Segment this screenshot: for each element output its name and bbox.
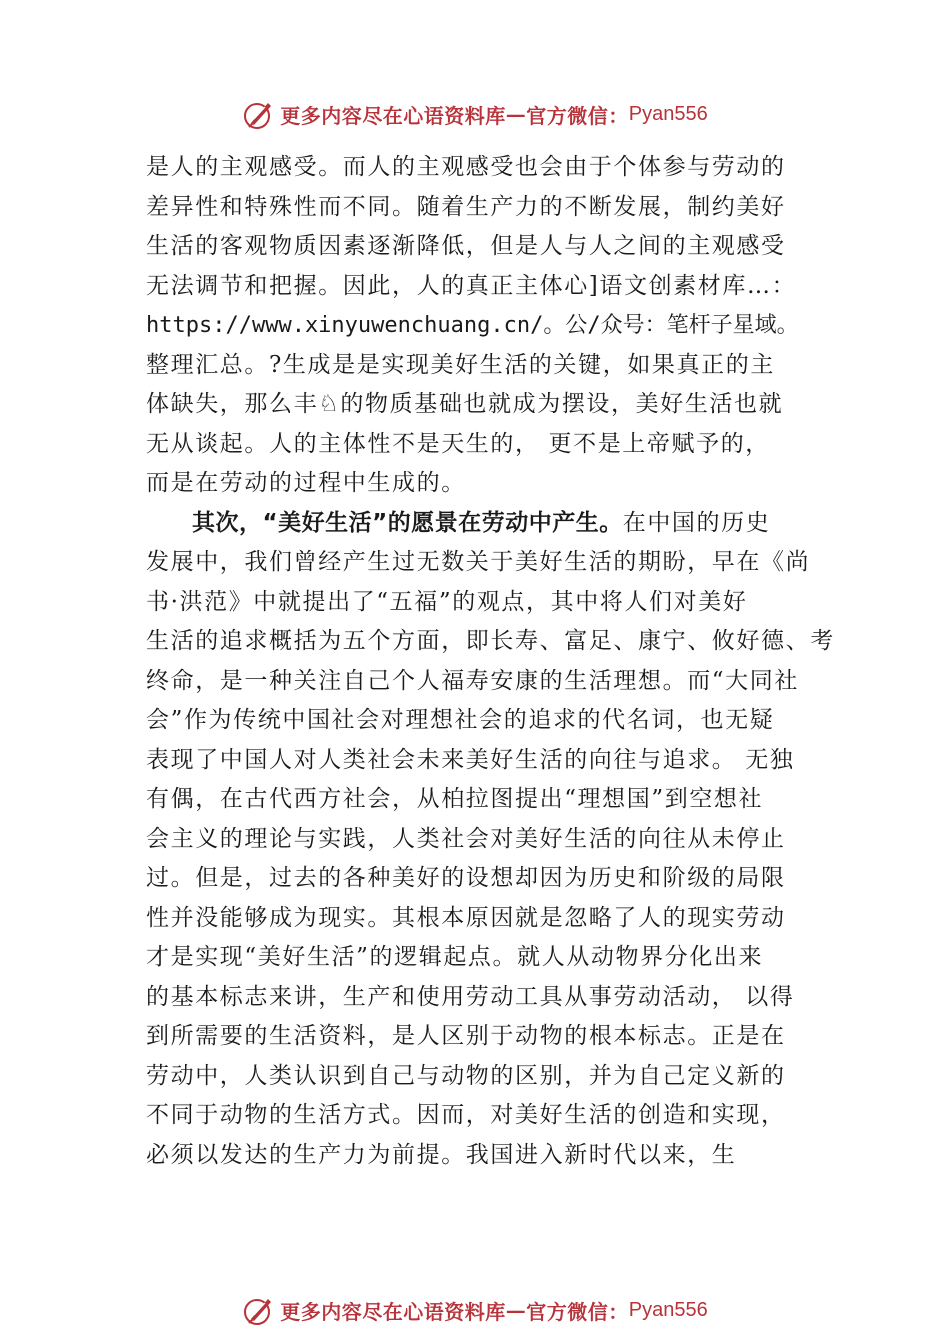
text-line: 无从谈起。人的主体性不是天生的， 更不是上帝赋予的，	[146, 430, 770, 457]
footer-banner	[0, 1290, 950, 1330]
text-line: 会主义的理论与实践，人类社会对美好生活的向往从未停止	[146, 825, 786, 852]
text-line: 书·洪范》中就提出了“五福”的观点，其中将人们对美好	[146, 588, 748, 615]
paragraph-2-first-line	[146, 504, 818, 544]
text-line: 必须以发达的生产力为前提。我国进入新时代以来，生	[146, 1141, 737, 1168]
text-line: 体缺失，那么丰♘的物质基础也就成为摆设，美好生活也就	[146, 391, 784, 417]
text-line: 终命，是一种关注自己个人福寿安康的生活理想。而“大同社	[146, 667, 799, 694]
banner-dash: —	[505, 1298, 527, 1322]
banner-title: 更多内容尽在心语资料库	[280, 1299, 506, 1324]
text-line: 有偶，在古代西方社会，从柏拉图提出“理想国”到空想社	[146, 786, 764, 812]
text-line: 发展中，我们曾经产生过无数关于美好生活的期盼，早在《尚	[146, 549, 811, 575]
text-line: 的基本标志来讲，生产和使用劳动工具从事劳动活动， 以得	[146, 983, 795, 1010]
header-banner	[0, 94, 950, 134]
banner-title: 更多内容尽在心语资料库	[280, 103, 506, 128]
text-line: 不同于动物的生活方式。因而，对美好生活的创造和实现，	[146, 1102, 786, 1128]
banner-wechat-id: Pyan556	[628, 102, 708, 125]
banner-dash: —	[505, 102, 527, 126]
text-line: 差异性和特殊性而不同。随着生产力的不断发展，制约美好	[146, 193, 786, 220]
text-line-url: https://www.xinyuwenchuang.cn/。公/众号：笔杆子星域。	[146, 313, 799, 338]
text-line: 会”作为传统中国社会对理想社会的追求的代名词，也无疑	[146, 707, 775, 733]
text-line: 才是实现“美好生活”的逻辑起点。就人从动物界分化出来	[146, 944, 764, 970]
text-line: 表现了中国人对人类社会未来美好生活的向往与追求。 无独	[146, 746, 795, 773]
banner-wechat-label: 官方微信：	[526, 1299, 629, 1324]
text-line: 生活的客观物质因素逐渐降低，但是人与人之间的主观感受	[146, 233, 786, 259]
text-line: 生活的追求概括为五个方面，即长寿、富足、康宁、攸好德、考	[146, 628, 835, 654]
document-body	[146, 148, 835, 1175]
text-line: 过。但是，过去的各种美好的设想却因为历史和阶级的局限	[146, 865, 786, 891]
text-line: 无法调节和把握。因此，人的真正主体心]语文创素材库…：	[146, 272, 797, 299]
text-line: 整理汇总。?生成是是实现美好生活的关键，如果真正的主	[146, 351, 775, 378]
banner-wechat-id: Pyan556	[628, 1298, 708, 1321]
feather-pen-logo-icon	[242, 1293, 276, 1327]
text-line: 劳动中，人类认识到自己与动物的区别，并为自己定义新的	[146, 1062, 786, 1089]
banner-wechat-label: 官方微信：	[526, 103, 629, 128]
text-line: 性并没能够成为现实。其根本原因就是忽略了人的现实劳动	[146, 904, 786, 931]
text-line: 到所需要的生活资料，是人区别于动物的根本标志。正是在	[146, 1023, 786, 1049]
paragraph-2-heading: 其次，“美好生活”的愿景在劳动中产生。	[192, 509, 623, 536]
text-line: 是人的主观感受。而人的主观感受也会由于个体参与劳动的	[146, 154, 786, 180]
paragraph-2-first-rest: 在中国的历史	[622, 509, 771, 536]
text-line: 而是在劳动的过程中生成的。	[146, 470, 466, 496]
feather-pen-logo-icon	[242, 97, 276, 131]
